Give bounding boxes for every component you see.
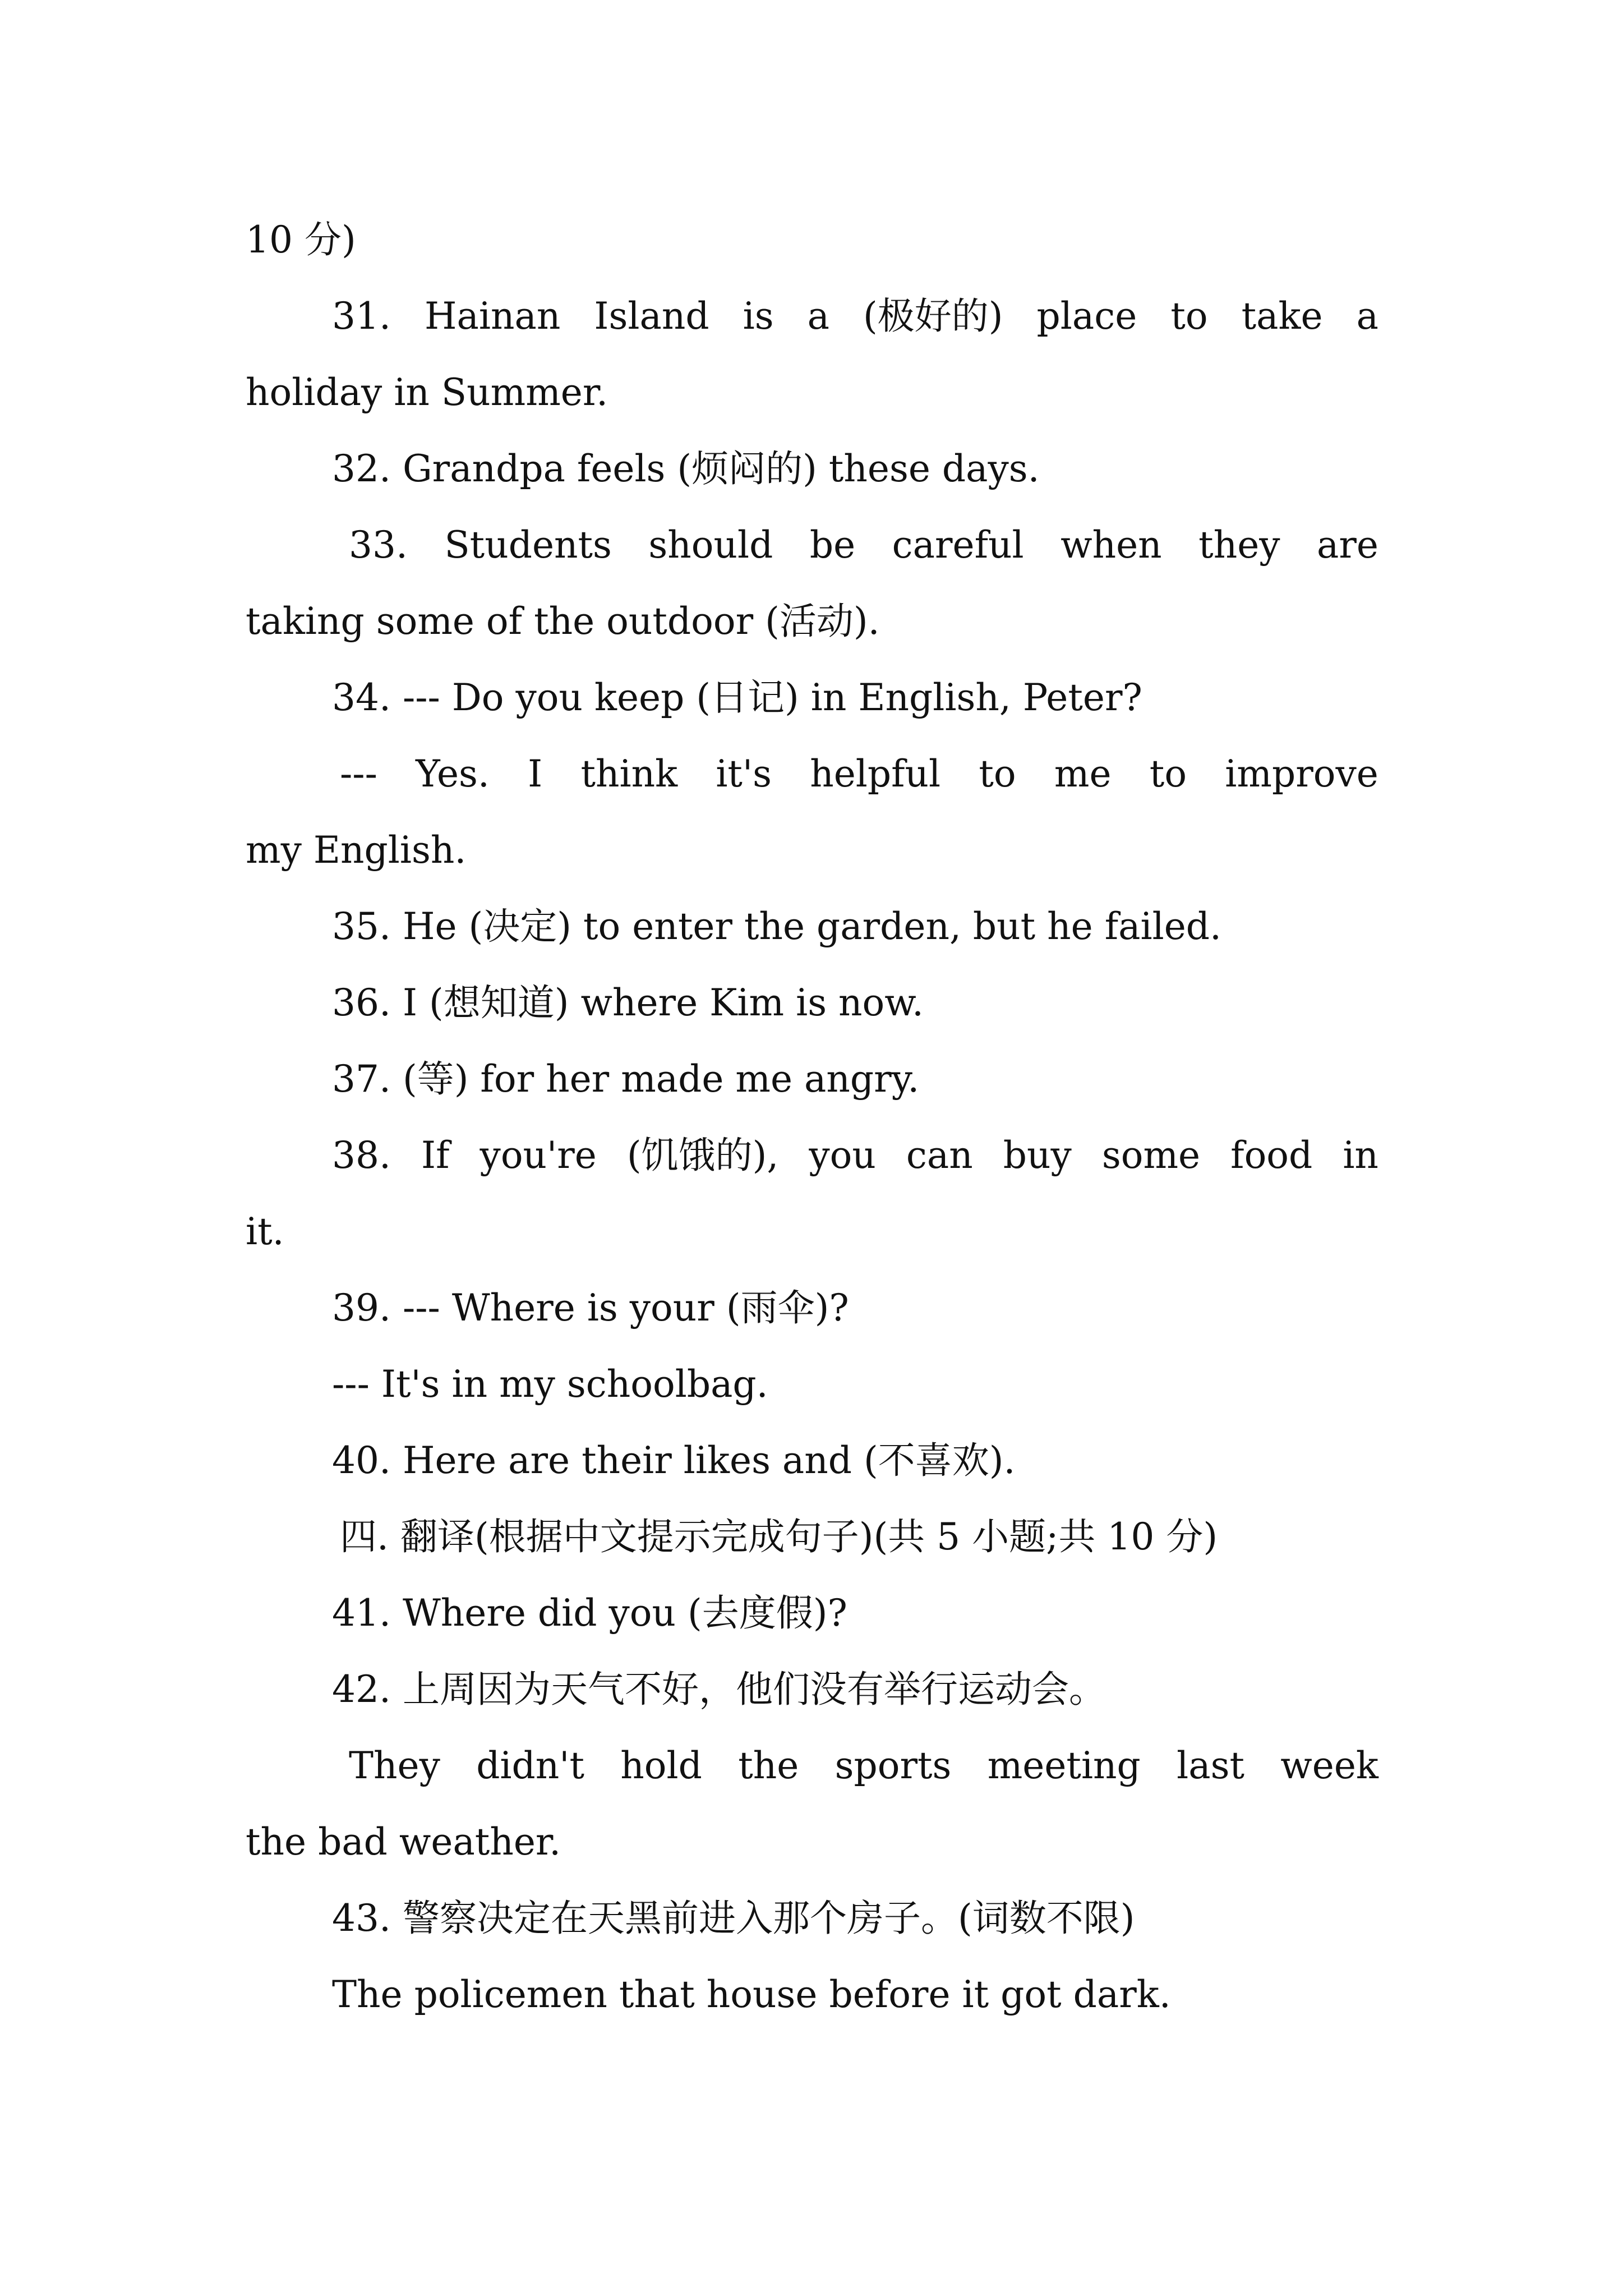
question-38-line-1	[332, 1128, 1378, 1184]
question-42-line-2: the bad weather.	[246, 1820, 561, 1864]
word: 31.	[332, 295, 391, 338]
word: food	[1230, 1134, 1313, 1177]
word: 33.	[349, 523, 408, 567]
question-43-prompt: 43. 警察决定在天黑前进入那个房子。(词数不限)	[332, 1897, 1135, 1940]
word: Yes.	[416, 752, 490, 795]
word: didn't	[476, 1744, 584, 1787]
word: place	[1036, 295, 1137, 338]
word: think	[580, 752, 678, 795]
word: I	[528, 752, 543, 795]
word: (极好的)	[863, 295, 1003, 338]
word: some	[1101, 1134, 1201, 1177]
question-40: 40. Here are their likes and (不喜欢).	[332, 1439, 1016, 1482]
question-35: 35. He (决定) to enter the garden, but he failed.	[332, 905, 1221, 948]
question-39-line-1: 39. --- Where is your (雨伞)?	[332, 1286, 849, 1329]
word: is	[743, 295, 774, 338]
question-31-line-1	[332, 288, 1378, 344]
word: be	[809, 523, 856, 567]
word: Hainan	[425, 295, 561, 338]
word: Island	[594, 295, 709, 338]
word: it's	[716, 752, 772, 795]
word: meeting	[987, 1744, 1141, 1787]
word: sports	[834, 1744, 952, 1787]
section-score-continuation: 10 分)	[246, 218, 356, 261]
question-34-line-2	[340, 746, 1378, 802]
word: last	[1177, 1744, 1244, 1787]
question-42-prompt: 42. 上周因为天气不好，他们没有举行运动会。	[332, 1668, 1106, 1711]
word: a	[807, 295, 829, 338]
word: hold	[620, 1744, 702, 1787]
question-42-line-1	[349, 1738, 1378, 1794]
word: improve	[1225, 752, 1378, 795]
question-43-line-1: The policemen that house before it got dark.	[332, 1973, 1171, 2016]
word: are	[1317, 523, 1378, 567]
word: careful	[892, 523, 1024, 567]
question-37: 37. (等) for her made me angry.	[332, 1057, 920, 1101]
word: take	[1241, 295, 1323, 338]
question-33-line-2: taking some of the outdoor (活动).	[246, 600, 880, 643]
word: the	[738, 1744, 799, 1787]
word: to	[1170, 295, 1208, 338]
question-34-line-1: 34. --- Do you keep (日记) in English, Peter?	[332, 676, 1142, 719]
word: when	[1061, 523, 1162, 567]
word: can	[906, 1134, 973, 1177]
word: to	[1149, 752, 1187, 795]
word: should	[648, 523, 773, 567]
question-31-line-2: holiday in Summer.	[246, 371, 608, 414]
word: to	[979, 752, 1016, 795]
word: they	[1198, 523, 1280, 567]
word: Students	[444, 523, 612, 567]
question-34-line-3: my English.	[246, 829, 467, 872]
word: me	[1054, 752, 1112, 795]
word: (饥饿的),	[626, 1134, 779, 1177]
question-32: 32. Grandpa feels (烦闷的) these days.	[332, 447, 1040, 490]
question-39-line-2: --- It's in my schoolbag.	[332, 1363, 768, 1406]
question-41: 41. Where did you (去度假)?	[332, 1591, 847, 1635]
word: helpful	[810, 752, 941, 795]
question-36: 36. I (想知道) where Kim is now.	[332, 981, 924, 1024]
word: If	[421, 1134, 450, 1177]
word: you're	[479, 1134, 597, 1177]
word: ---	[340, 752, 377, 795]
word: buy	[1003, 1134, 1072, 1177]
word: you	[809, 1134, 876, 1177]
word: week	[1280, 1744, 1378, 1787]
question-38-line-2: it.	[246, 1210, 284, 1253]
word: a	[1356, 295, 1378, 338]
word: They	[349, 1744, 440, 1787]
section-4-heading: 四. 翻译(根据中文提示完成句子)(共 5 小题;共 10 分)	[340, 1515, 1218, 1558]
word: in	[1343, 1134, 1378, 1177]
word: 38.	[332, 1134, 391, 1177]
question-33-line-1	[349, 517, 1378, 573]
